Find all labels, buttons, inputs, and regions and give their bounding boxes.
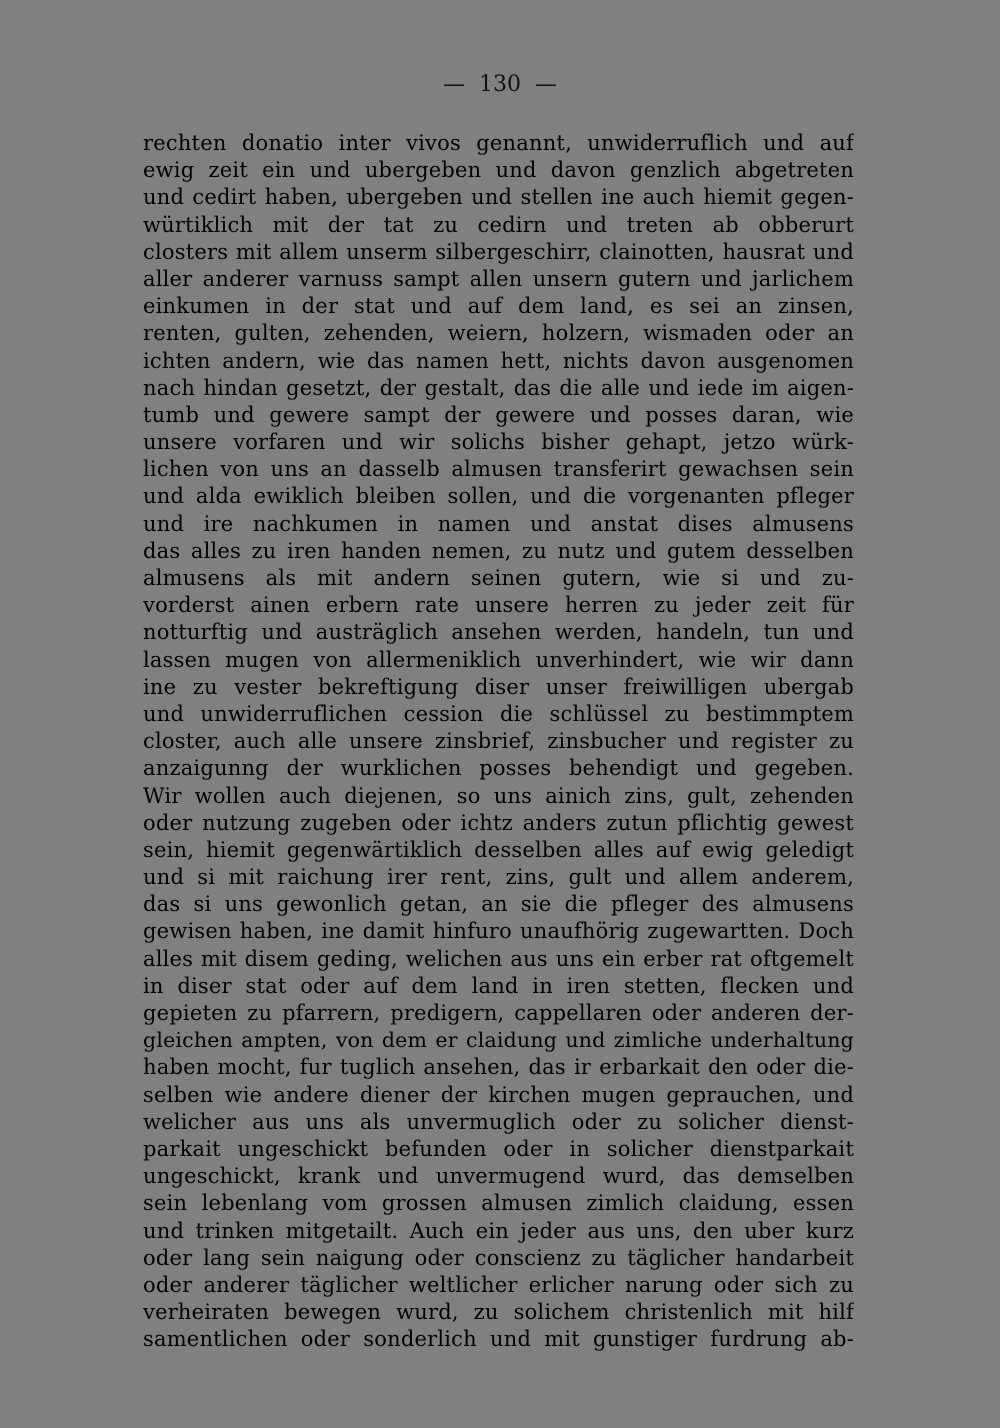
text-line: würtiklich mit der tat zu cedirn und treten ab obberurt (143, 212, 854, 237)
text-line: welicher aus uns als unvermuglich oder zu solicher dienst- (143, 1109, 854, 1134)
text-line: unsere vorfaren und wir solichs bisher gehapt, jetzo würk- (143, 430, 854, 455)
header-dash-right: — (535, 72, 557, 97)
text-line: vorderst ainen erbern rate unsere herren zu jeder zeit für (143, 593, 854, 618)
page-number: 130 (479, 72, 521, 97)
text-line: sein lebenlang vom grossen almusen zimlich claidung, essen (143, 1191, 854, 1216)
text-line: oder lang sein naigung oder conscienz zu täglicher handarbeit (143, 1245, 854, 1270)
text-line: und si mit raichung irer rent, zins, gult und allem anderem, (143, 865, 854, 890)
text-line: das si uns gewonlich getan, an sie die pfleger des almusens (143, 892, 854, 917)
text-line: nach hindan gesetzt, der gestalt, das die alle und iede im aigen- (143, 375, 854, 400)
text-line: closters mit allem unserm silbergeschirr, clainotten, hausrat und (143, 239, 854, 264)
text-line: notturftig und austräglich ansehen werden, handeln, tun und (143, 620, 854, 645)
text-line: einkumen in der stat und auf dem land, es sei an zinsen, (143, 294, 854, 319)
text-line: aller anderer varnuss sampt allen unsern gutern und jarlichem (143, 266, 854, 291)
text-line: gepieten zu pfarrern, predigern, cappellaren oder anderen der- (143, 1001, 854, 1025)
text-line: parkait ungeschickt befunden oder in solicher dienstparkait (143, 1136, 854, 1161)
text-line: lassen mugen von allermeniklich unverhindert, wie wir dann (143, 647, 854, 672)
page-number-header (0, 70, 1000, 100)
text-line: ungeschickt, krank und unvermugend wurd, das demselben (143, 1164, 854, 1189)
text-line: und unwiderruflichen cession die schlüssel zu bestimmptem (143, 701, 854, 726)
text-line: lichen von uns an dasselb almusen transferirt gewachsen sein (143, 457, 854, 482)
text-line: ichten andern, wie das namen hett, nichts davon ausgenomen (143, 348, 854, 373)
text-line: renten, gulten, zehenden, weiern, holzern, wismaden oder an (143, 321, 854, 346)
text-line: und cedirt haben, ubergeben und stellen ine auch hiemit gegen- (143, 185, 854, 210)
text-line: und ire nachkumen in namen und anstat dises almusens (143, 511, 854, 536)
text-line: anzaigunng der wurklichen posses behendigt und gegeben. (143, 756, 854, 781)
text-line: selben wie andere diener der kirchen mugen geprauchen, und (143, 1082, 854, 1107)
text-line: ewig zeit ein und ubergeben und davon genzlich abgetreten (143, 158, 854, 183)
text-line: almusens als mit andern seinen gutern, wie si und zu- (143, 566, 854, 590)
text-line: samentlichen oder sonderlich und mit gunstiger furdrung ab- (143, 1327, 854, 1352)
text-line: und alda ewiklich bleiben sollen, und die vorgenanten pfleger (143, 484, 854, 509)
text-line: sein, hiemit gegenwärtiklich desselben alles auf ewig geledigt (143, 837, 854, 862)
text-line: rechten donatio inter vivos genannt, unwiderruflich und auf (143, 131, 854, 155)
text-line: in diser stat oder auf dem land in iren stetten, flecken und (143, 973, 854, 998)
text-line: oder nutzung zugeben oder ichtz anders zutun pflichtig gewest (143, 810, 854, 835)
text-line: das alles zu iren handen nemen, zu nutz und gutem desselben (143, 538, 854, 563)
text-line: gleichen ampten, von dem er claidung und zimliche underhaltung (143, 1028, 854, 1053)
text-line: alles mit disem geding, welichen aus uns ein erber rat oftgemelt (143, 946, 854, 971)
body-text (143, 130, 854, 1353)
text-line: closter, auch alle unsere zinsbrief, zinsbucher und register zu (143, 729, 854, 754)
text-line: verheiraten bewegen wurd, zu solichem christenlich mit hilf (143, 1300, 854, 1325)
text-line: tumb und gewere sampt der gewere und posses daran, wie (143, 402, 854, 427)
text-line: und trinken mitgetailt. Auch ein jeder aus uns, den uber kurz (143, 1218, 854, 1243)
text-line: oder anderer täglicher weltlicher erlicher narung oder sich zu (143, 1272, 854, 1297)
text-line: Wir wollen auch diejenen, so uns ainich zins, gult, zehenden (143, 783, 854, 808)
header-dash-left: — (443, 72, 465, 97)
text-line: ine zu vester bekreftigung diser unser freiwilligen ubergab (143, 674, 854, 699)
text-line: gewisen haben, ine damit hinfuro unaufhörig zugewartten. Doch (143, 919, 854, 944)
text-line: haben mocht, fur tuglich ansehen, das ir erbarkait den oder die- (143, 1055, 854, 1080)
